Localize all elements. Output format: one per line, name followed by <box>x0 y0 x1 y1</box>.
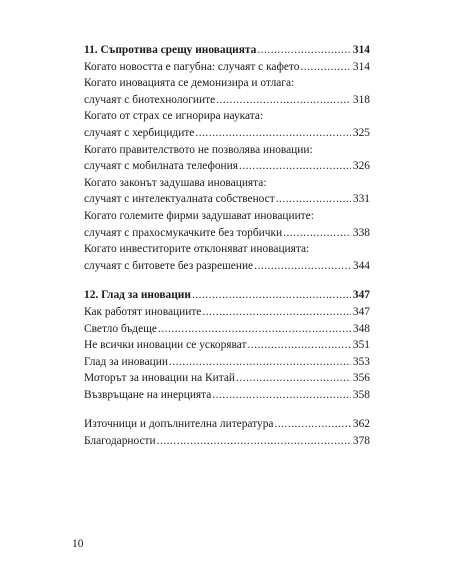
toc-entry-title <box>84 92 370 109</box>
toc-entry <box>84 75 370 108</box>
dot-leader <box>212 387 351 404</box>
toc-entry-title-text: Не всички иновации се ускоряват <box>84 339 247 352</box>
dot-leader <box>195 125 351 142</box>
dot-leader <box>283 225 351 242</box>
toc-entry <box>84 108 370 141</box>
page-number: 10 <box>72 538 84 550</box>
toc-entry <box>84 304 370 321</box>
dot-leader <box>192 287 351 304</box>
toc-entry-title-text: случаят с интелектуалната собственост <box>84 193 275 206</box>
toc-entry <box>84 416 370 433</box>
toc-entry-title <box>84 125 370 142</box>
toc-section <box>84 287 370 403</box>
dot-leader <box>216 92 351 109</box>
toc-entry-title-page: 344 <box>352 259 370 272</box>
dot-leader <box>257 42 351 59</box>
toc-entry <box>84 337 370 354</box>
toc-entry-title <box>84 416 370 433</box>
dot-leader <box>239 158 351 175</box>
toc-entry <box>84 175 370 208</box>
toc-entry-title-page: 353 <box>352 355 370 368</box>
toc-entry-title <box>84 321 370 338</box>
chapter-heading <box>84 42 370 59</box>
toc-entry-title-page: 362 <box>352 418 370 431</box>
toc-entry-title-page: 326 <box>352 160 370 173</box>
dot-leader <box>248 337 351 354</box>
toc-entry-title-page: 318 <box>352 93 370 106</box>
toc-entry-title <box>84 225 370 242</box>
toc-entry <box>84 59 370 76</box>
toc-entry <box>84 433 370 450</box>
toc-entry-title <box>84 258 370 275</box>
dot-leader <box>300 59 350 76</box>
toc-entry <box>84 142 370 175</box>
chapter-heading-text: 12. Глад за иновации <box>84 289 191 302</box>
toc-entry-title-text: Глад за иновации <box>84 355 168 368</box>
toc-entry-title-page: 314 <box>352 60 370 73</box>
toc-entry-title-page: 331 <box>352 193 370 206</box>
dot-leader <box>236 370 351 387</box>
toc-entry-title-page: 378 <box>352 435 370 448</box>
toc-entry-title-page: 338 <box>352 226 370 239</box>
toc-entry-line: Когато от страх се игнорира науката: <box>84 110 264 123</box>
toc-entry-line: Когато инвеститорите отклоняват иновацията: <box>84 243 310 256</box>
toc-entry <box>84 370 370 387</box>
dot-leader <box>169 354 351 371</box>
toc-entry-title-text: Светло бъдеще <box>84 322 157 335</box>
toc-entry-title-text: Моторът за иновации на Китай <box>84 372 235 385</box>
toc-entry-title-page: 347 <box>352 305 370 318</box>
toc-entry-title <box>84 337 370 354</box>
toc-entry-title <box>84 354 370 371</box>
toc-entry-title <box>84 158 370 175</box>
toc-entry-title-text: случаят с биотехнологиите <box>84 93 216 106</box>
toc-entry-line: Когато иновацията се демонизира и отлага: <box>84 77 295 90</box>
toc-entry-title-page: 325 <box>352 126 370 139</box>
toc-entry-title-text: случаят с хербицидите <box>84 126 195 139</box>
toc-entry-title <box>84 387 370 404</box>
dot-leader <box>276 191 351 208</box>
dot-leader <box>202 304 351 321</box>
toc-entry-title-text: Как работят иновациите <box>84 305 202 318</box>
toc-entry-title-page: 358 <box>352 388 370 401</box>
dot-leader <box>158 321 351 338</box>
chapter-heading-page: 314 <box>352 44 370 56</box>
toc-entry <box>84 241 370 274</box>
toc-entry-title <box>84 59 370 76</box>
toc-entry-title-page: 356 <box>352 372 370 385</box>
toc-section <box>84 42 370 274</box>
toc-entry <box>84 321 370 338</box>
toc-entry <box>84 354 370 371</box>
toc-entry-title <box>84 191 370 208</box>
toc-entry-line: Когато големите фирми задушават иновациите: <box>84 209 314 222</box>
dot-leader <box>254 258 351 275</box>
toc-entry-title-text: случаят с мобилната телефония <box>84 160 238 173</box>
toc-entry-title-text: Когато новостта е пагубна: случаят с кафето <box>84 60 300 73</box>
chapter-heading-text: 11. Съпротива срещу иновацията <box>84 44 257 56</box>
toc-entry-title-text: Благодарности <box>84 435 156 448</box>
toc-entry-line: Когато законът задушава иновацията: <box>84 176 267 189</box>
table-of-contents <box>84 42 370 450</box>
toc-entry-line: Когато правителството не позволява иновации: <box>84 143 313 156</box>
toc-entry-title <box>84 433 370 450</box>
toc-entry <box>84 208 370 241</box>
chapter-heading-page: 347 <box>352 289 370 302</box>
toc-section <box>84 416 370 449</box>
toc-entry-title <box>84 304 370 321</box>
toc-entry-title-page: 351 <box>352 339 370 352</box>
toc-entry <box>84 387 370 404</box>
dot-leader <box>157 433 351 450</box>
chapter-heading <box>84 287 370 304</box>
toc-entry-title-text: случаят с битовете без разрешение <box>84 259 254 272</box>
toc-entry-title-text: Възвръщане на инерцията <box>84 388 212 401</box>
toc-entry-title-text: Източници и допълнителна литература <box>84 418 274 431</box>
toc-entry-title-text: случаят с прахосмукачките без торбички <box>84 226 283 239</box>
toc-entry-title <box>84 370 370 387</box>
dot-leader <box>274 416 350 433</box>
toc-entry-title-page: 348 <box>352 322 370 335</box>
